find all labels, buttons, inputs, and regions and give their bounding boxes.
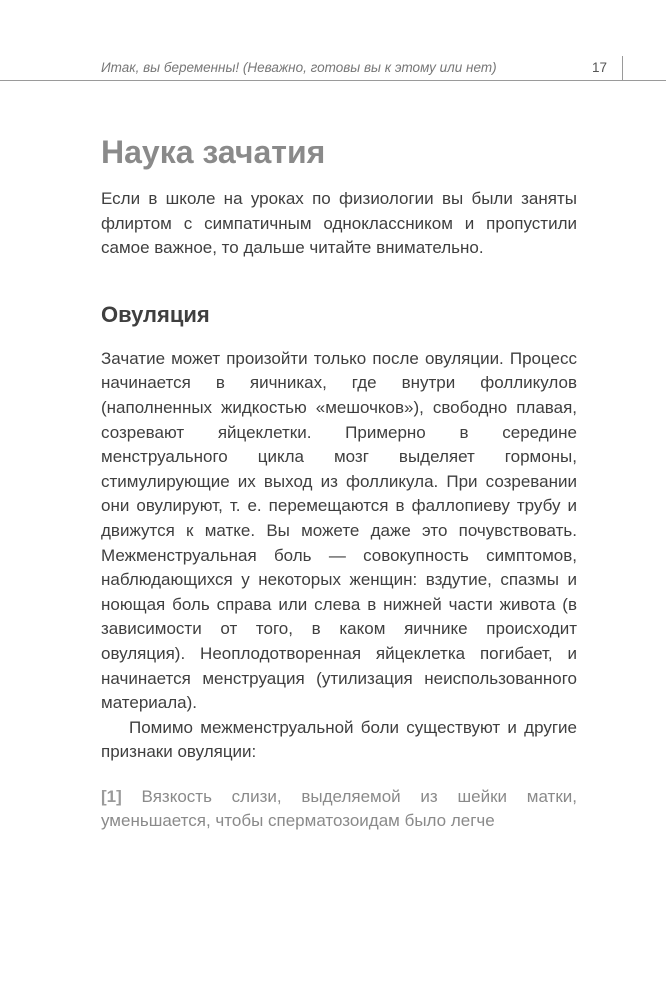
body-paragraph-1: Зачатие может произойти только после овуляции. Процесс начинается в яичниках, где внутри фолликулов (наполненных жидкостью «мешочков»), свободно плавая, созревают яйцеклетки. Примерно в середине менструального цикла мозг выделяет гормоны, стимулирующие их выход из фолликула. При созревании они овулируют, т. е. перемещаются в фаллопиеву трубу и движутся к матке. Вы можете даже это почувствовать. Межменструальная боль — совокупность симптомов, наблюдающихся у некоторых женщин: вздутие, спазмы и ноющая боль справа или слева в нижней части живота (в зависимости от того, в каком яичнике происходит овуляция). Неоплодотворенная яйцеклетка погибает, и начинается менструация (утилизация неиспользованного материала). xyxy=(101,348,577,713)
running-title: Итак, вы беременны! (Неважно, готовы вы к этому или нет) xyxy=(101,60,497,75)
list-marker: [1] xyxy=(101,786,122,806)
header-rule xyxy=(0,80,622,81)
page-content xyxy=(101,128,577,834)
intro-paragraph: Если в школе на уроках по физиологии вы были заняты флиртом с симпатичным одноклассником и пропустили самое важное, то дальше читайте внимательно. xyxy=(101,189,577,258)
header-vertical-rule xyxy=(622,56,623,81)
header-rule-right xyxy=(622,80,666,81)
subsection-title: Овуляция xyxy=(101,301,210,327)
section-title: Наука зачатия xyxy=(101,134,326,170)
list-item xyxy=(101,785,577,834)
page-number: 17 xyxy=(592,60,608,75)
list-item-text: Вязкость слизи, выделяемой из шейки матки, уменьшается, чтобы сперматозоидам было легче xyxy=(101,786,577,831)
body-paragraph-2: Помимо межменструальной боли существуют и другие признаки овуляции: xyxy=(101,717,577,762)
